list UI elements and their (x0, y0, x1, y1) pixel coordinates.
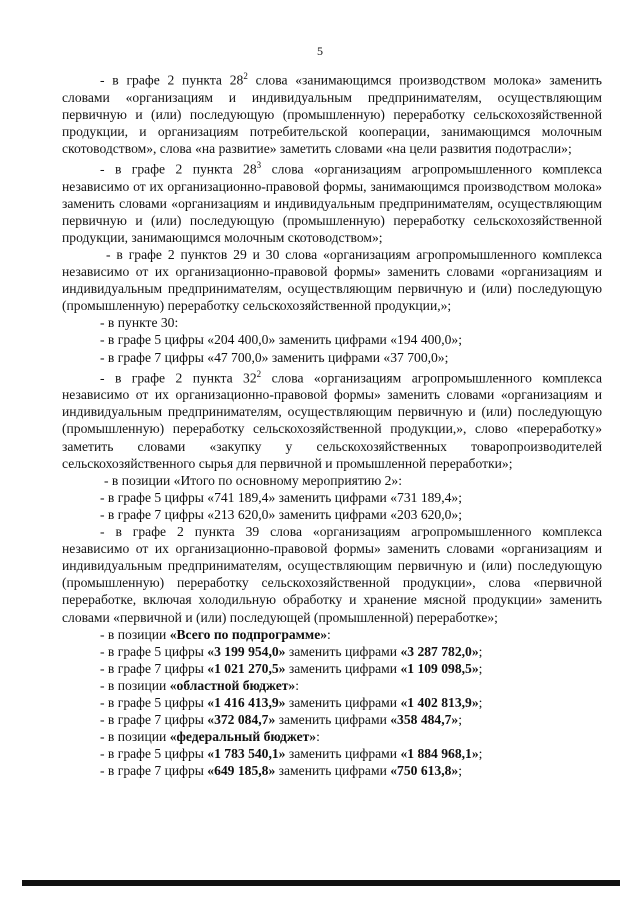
list-item: - в позиции «Итого по основному мероприятию 2»: (104, 472, 402, 488)
list-item: - в графе 5 цифры «1 416 413,9» заменить цифрами «1 402 813,9»; (100, 694, 483, 710)
list-item: - в позиции «областной бюджет»: (100, 677, 299, 693)
list-item: - в графе 5 цифры «741 189,4» заменить цифрами «731 189,4»; (100, 489, 462, 505)
amendment-paragraph: - в графе 2 пункта $32^2$ слова «организациям агропромышленного комплекса независимо от их организационно-правовой формы» заменить словами «организациям и индивидуальным предпринимателям, осуществляющим первичную и (или) последующую (промышленную) переработку сельскохозяйственной продукции,», слово «переработку» заметить словами «закупку у сельскохозяйственных товаропроизводителей сельскохозяйственного сырья для первичной и промышленной переработки»; (62, 368, 602, 471)
document-body (62, 68, 602, 779)
page-number: 5 (317, 44, 323, 58)
amendment-paragraph: - в графе 2 пункта $28^3$ слова «организациям агропромышленного комплекса независимо от их организационно-правовой формы, занимающимся производством молока» заменить словами «организациям и индивидуальным предпринимателям, осуществляющим первичную и (или) последующую (промышленную) переработку сельскохозяйственной продукции, занимающимся молочным скотоводством»; (62, 160, 602, 245)
amendment-paragraph: - в графе 2 пункта $28^2$ слова «занимающимся производством молока» заменить словами «организациям и индивидуальным предпринимателям, осуществляющим первичную и (или) последующую (промышленную) переработку сельскохозяйственной продукции, и организациям потребительской кооперации, занимающимся молочным скотоводством», слова «на развитие» заметить словами «на цели развития подотрасли»; (62, 71, 602, 156)
amendment-paragraph: - в графе 2 пункта 39 слова «организациям агропромышленного комплекса независимо от их организационно-правовой формы» заменить словами «организациям и индивидуальным предпринимателям, осуществляющим первичную и (или) последующую (промышленную) переработку сельскохозяйственной продукции», слова «первичной переработке, включая холодильную обработку и хранение мясной продукции» заменить словами «первичной и (или) последующей (промышленной) переработке»; (62, 524, 602, 625)
list-item: - в пункте 30: (100, 315, 179, 331)
list-item: - в графе 5 цифры «1 783 540,1» заменить цифрами «1 884 968,1»; (100, 746, 483, 762)
list-item: - в графе 7 цифры «47 700,0» заменить цифрами «37 700,0»; (100, 349, 449, 365)
bottom-border-line (22, 880, 620, 886)
list-item: - в графе 5 цифры «3 199 954,0» заменить цифрами «3 287 782,0»; (100, 643, 483, 659)
amendment-paragraph: - в графе 2 пунктов 29 и 30 слова «организациям агропромышленного комплекса независимо от их организационно-правовой формы» заменить словами «организациям и индивидуальным предпринимателям, осуществляющим первичную и (или) последующую (промышленную) переработку сельскохозяйственной продукции,»; (62, 247, 602, 314)
list-item: - в позиции «федеральный бюджет»: (100, 729, 320, 745)
list-item: - в позиции «Всего по подпрограмме»: (100, 626, 331, 642)
list-item: - в графе 5 цифры «204 400,0» заменить цифрами «194 400,0»; (100, 332, 462, 348)
list-item: - в графе 7 цифры «1 021 270,5» заменить цифрами «1 109 098,5»; (100, 660, 483, 676)
list-item: - в графе 7 цифры «649 185,8» заменить цифрами «750 613,8»; (100, 763, 462, 779)
list-item: - в графе 7 цифры «372 084,7» заменить цифрами «358 484,7»; (100, 712, 462, 728)
list-item: - в графе 7 цифры «213 620,0» заменить цифрами «203 620,0»; (100, 506, 462, 522)
